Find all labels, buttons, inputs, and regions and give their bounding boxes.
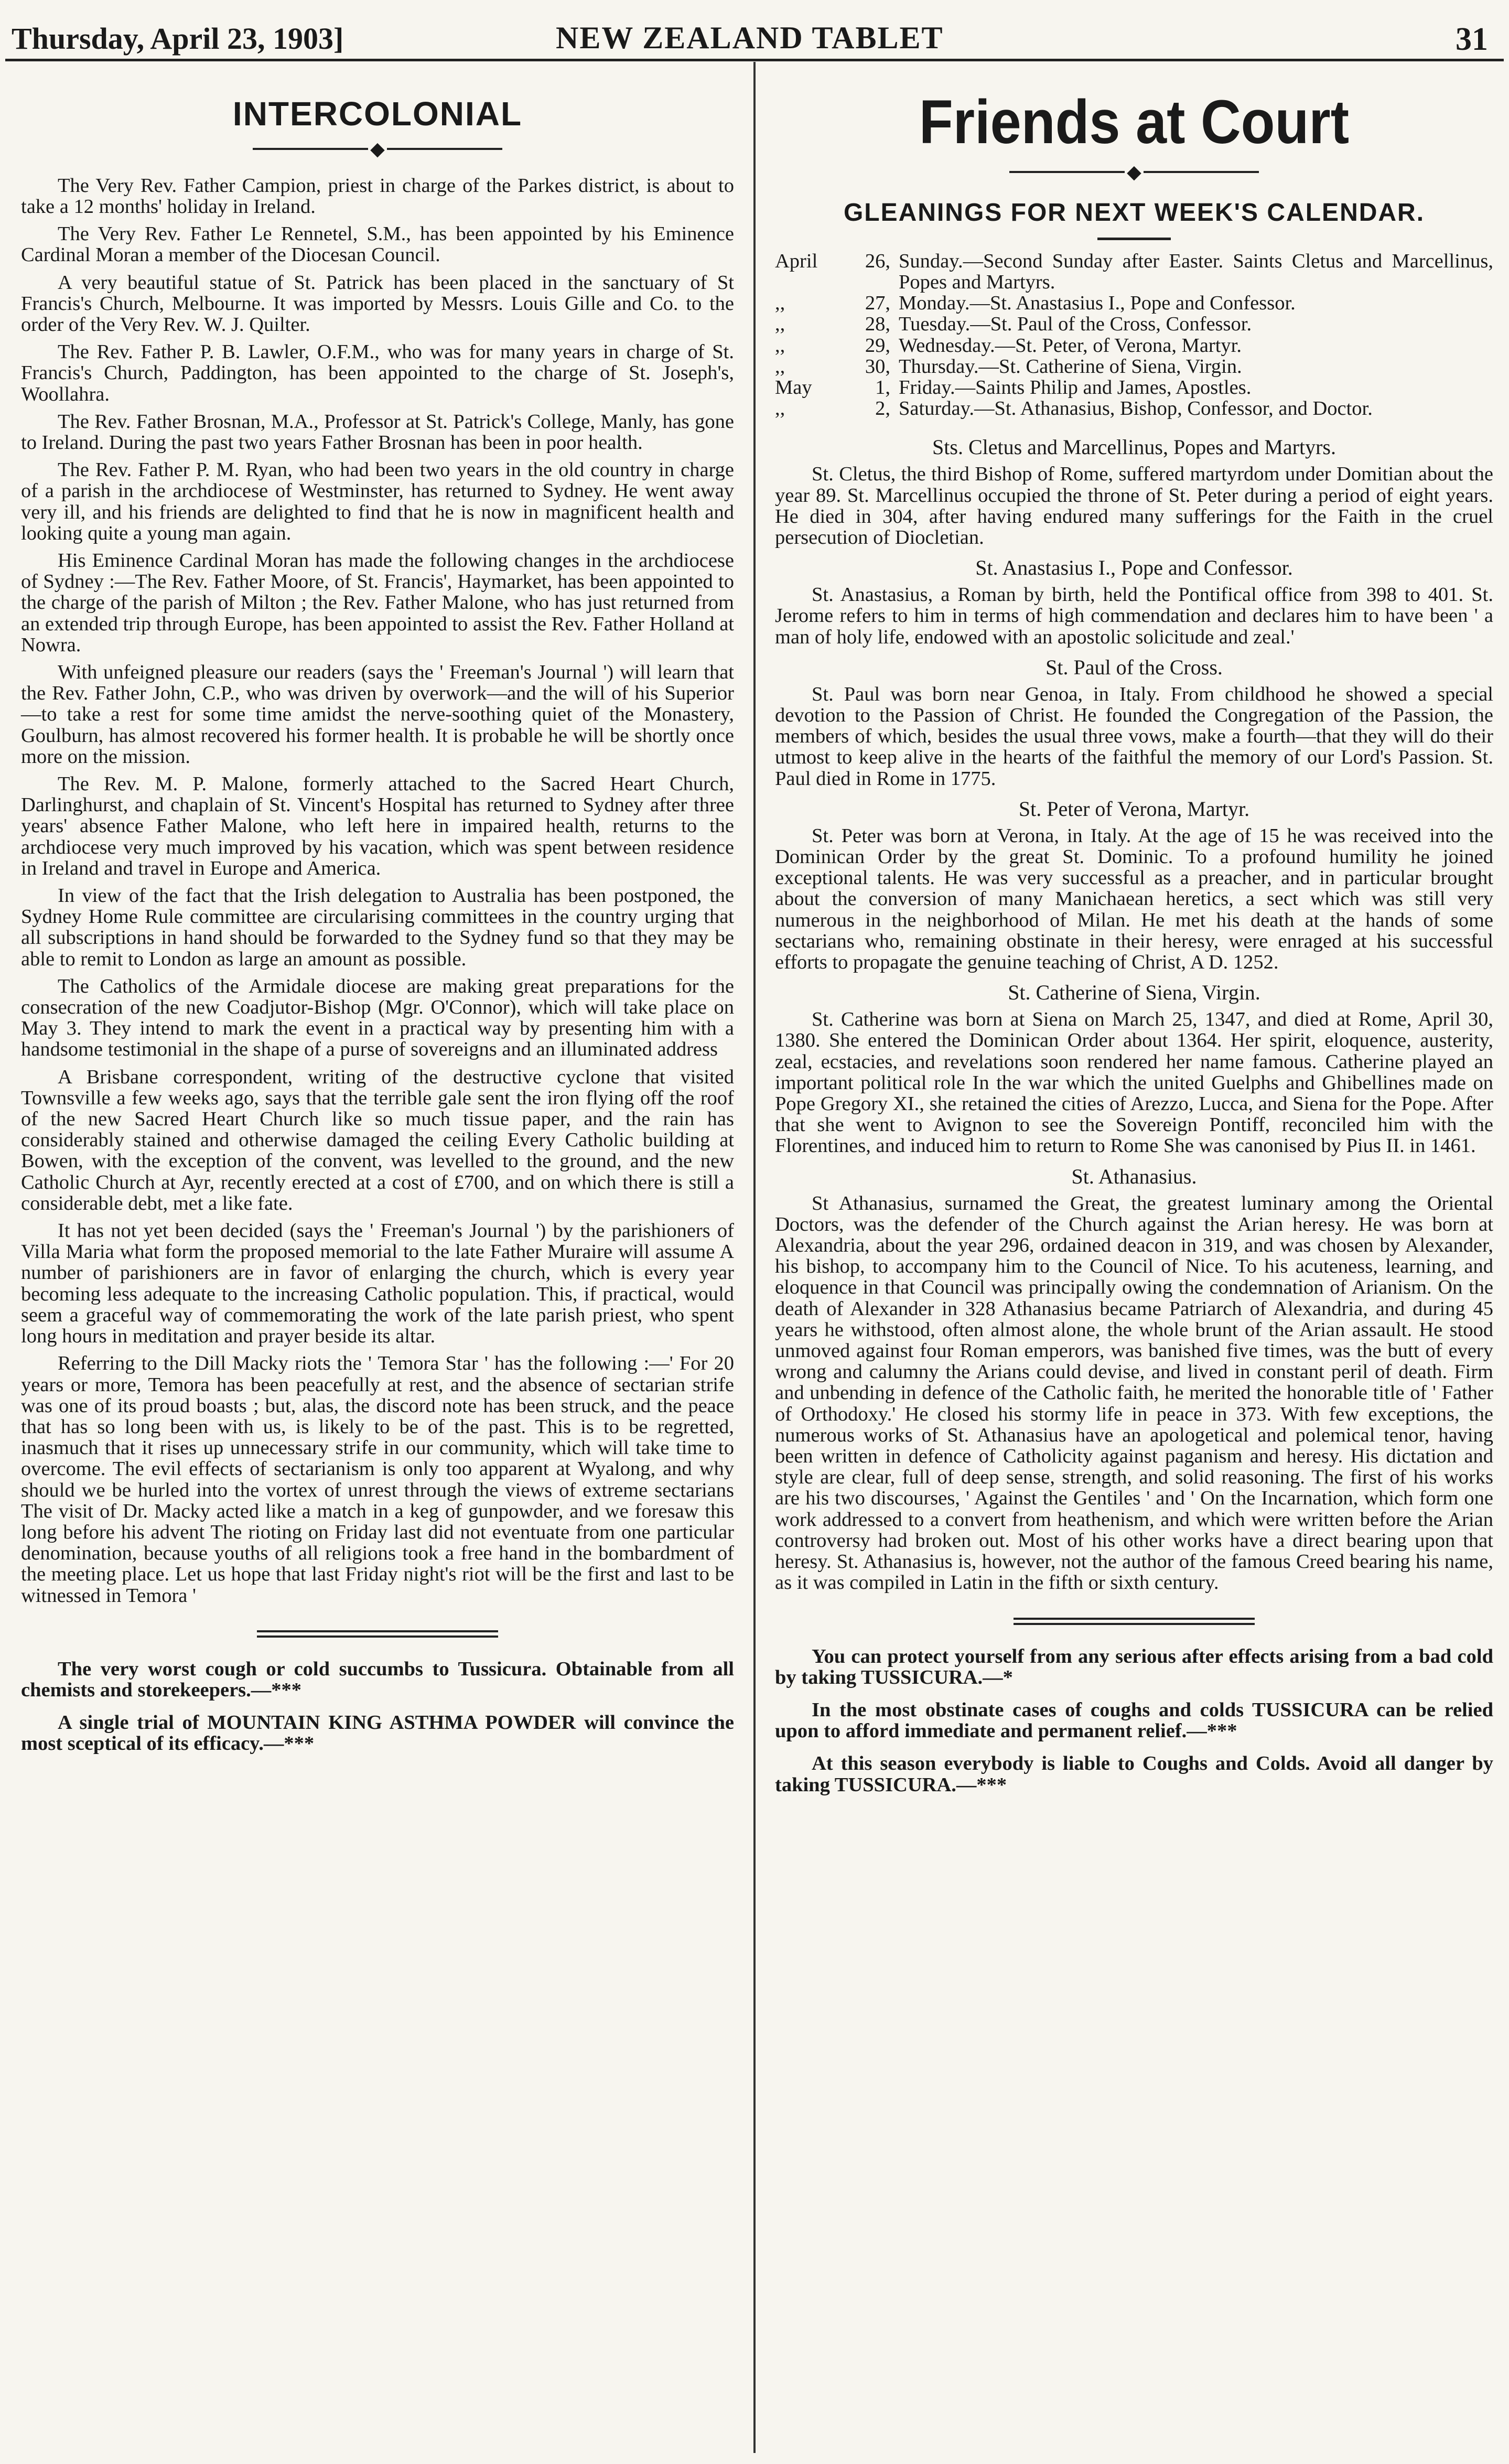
news-paragraph: His Eminence Cardinal Moran has made the following changes in the archdiocese of Sydney :—The Rev. Father Moore, of St. Francis', Haymarket, has been appointed to the charge of the parish of Milton ; the Rev. Father Malone, who has just returned from an extended trip through Europe, has been appointed to assist the Rev. Father Holland at Nowra. xyxy=(21,549,734,656)
news-paragraph: The Rev. M. P. Malone, formerly attached to the Sacred Heart Church, Darlinghurst, and chaplain of St. Vincent's Hospital has returned to Sydney after three years' absence Father Malone, who left here in impaired health, returns to the archdiocese very much improved by his vacation, which was spent between residence in Ireland and travel in Europe and America. xyxy=(21,773,734,879)
advertisements xyxy=(21,1659,734,1755)
calendar-subtitle: GLEANINGS FOR NEXT WEEK'S CALENDAR. xyxy=(843,198,1425,227)
calendar-entry xyxy=(775,293,1493,314)
calendar-text: Tuesday.—St. Paul of the Cross, Confessor. xyxy=(899,313,1252,336)
saint-heading: St. Athanasius. xyxy=(1071,1164,1197,1188)
saint-heading: St. Catherine of Siena, Virgin. xyxy=(1008,981,1260,1005)
advert-paragraph: A single trial of MOUNTAIN KING ASTHMA POWDER will convince the most sceptical of its efficacy.—*** xyxy=(21,1712,734,1755)
saint-paragraph: St. Cletus, the third Bishop of Rome, suffered martyrdom under Domitian about the year 89. St. Marcellinus occupied the throne of St. Peter during a period of eight years. He died in 304, after having endured many sufferings for the Faith in the cruel persecution of Diocletian. xyxy=(775,463,1493,548)
section-title: INTERCOLONIAL xyxy=(232,95,523,133)
publication-name: NEW ZEALAND TABLET xyxy=(556,20,944,55)
divider-rule xyxy=(1014,1623,1255,1625)
calendar-entry xyxy=(775,251,1493,293)
calendar-day: 2, xyxy=(875,397,890,420)
news-paragraph: Referring to the Dill Macky riots the ' Temora Star ' has the following :—' For 20 years or more, Temora has been peacefully at rest, and the absence of sectarian strife was one of its proud boasts ; but, alas, the discord note has been struck, and the peace that has so long been with us, is likely to be of the past. This is to be regretted, inasmuch that it rises up unnecessary strife in our community, which will take time to overcome. The evil effects of sectarianism is only too apparent at Wyalong, and why should we be hurled into the vortex of unrest through the views of extreme sectarians The visit of Dr. Macky acted like a match in a keg of gunpowder, and we foresaw this long before his advent The rioting on Friday last did not eventuate from one particular denomination, because youths of all religions took a free hand in the bombardment of the meeting place. Let us hope that last Friday night's riot will be the first and last to be witnessed in Temora ' xyxy=(21,1352,734,1607)
calendar-day: 29, xyxy=(865,334,890,357)
news-paragraph: The Rev. Father P. B. Lawler, O.F.M., who was for many years in charge of St. Francis's Church, Paddington, has been appointed to the charge of St. Joseph's, Woollahra. xyxy=(21,341,734,405)
intercolonial-column xyxy=(21,79,734,1766)
news-paragraph: In view of the fact that the Irish delegation to Australia has been postponed, the Sydney Home Rule committee are circularising committees in the country urging that all subscriptions in hand should be forwarded to the Sydney fund so that they may be able to remit to London as large an amount as possible. xyxy=(21,885,734,970)
advertisements xyxy=(775,1646,1493,1795)
calendar-day: 28, xyxy=(865,313,890,336)
advert-paragraph: The very worst cough or cold succumbs to Tussicura. Obtainable from all chemists and storekeepers.—*** xyxy=(21,1658,734,1701)
calendar-day: 27, xyxy=(865,292,890,315)
news-paragraph: The Rev. Father Brosnan, M.A., Professor at St. Patrick's College, Manly, has gone to Ireland. During the past two years Father Brosnan has been in poor health. xyxy=(21,410,734,454)
saint-heading: Sts. Cletus and Marcellinus, Popes and Martyrs. xyxy=(932,435,1336,459)
issue-date: Thursday, April 23, 1903] xyxy=(12,21,344,56)
saints-list xyxy=(775,435,1493,1593)
calendar-text: Wednesday.—St. Peter, of Verona, Martyr. xyxy=(899,334,1242,357)
news-paragraph: A Brisbane correspondent, writing of the destructive cyclone that visited Townsville a few weeks ago, says that the terrible gale sent the iron flying off the roof of the new Sacred Heart Church like so much tissue paper, and the rain has considerably stained and otherwise damaged the ceiling Every Catholic building at Bowen, with the exception of the convent, was levelled to the ground, and the new Catholic Church at Ayr, recently erected at a cost of £700, and on which there is still a considerable debt, met a like fate. xyxy=(21,1066,734,1214)
divider-rule xyxy=(257,1636,498,1638)
calendar-list xyxy=(775,251,1493,419)
calendar-entry xyxy=(775,335,1493,356)
saint-paragraph: St. Catherine was born at Siena on March 25, 1347, and died at Rome, April 30, 1380. She entered the Dominican Order about 1364. Her spirit, eloquence, austerity, zeal, ecstacies, and revelations soon rendered her name famous. Catherine played an important political role In the war which the united Guelphs and Ghibellines made on Pope Gregory XI., she retained the cities of Arezzo, Lucca, and Siena for the Pope. After that she went to Avignon to see the Sovereign Pontiff, reconciled him with the Florentines, and induced him to return to Rome She was canonised by Pius II. in 1461. xyxy=(775,1008,1493,1157)
saint-paragraph: St. Peter was born at Verona, in Italy. At the age of 15 he was received into the Dominican Order by the great St. Dominic. To a profound humility he joined exceptional talents. He was very successful as a preacher, and in particular brought about the conversion of many Manichaean heretics, a sect which was still very numerous in the neighborhood of Milan. He met his death at the hands of some sectarians who, remaining obstinate in their heresy, were enraged at his successful efforts to propagate the genuine teaching of Christ, A D. 1252. xyxy=(775,824,1493,974)
news-paragraph: The Catholics of the Armidale diocese are making great preparations for the consecration of the new Coadjutor-Bishop (Mgr. O'Connor), which will take place on May 3. They intend to mark the event in a practical way by presenting him with a handsome testimonial in the shape of a purse of sovereigns and an illuminated address xyxy=(21,975,734,1061)
divider-rule xyxy=(1014,1618,1255,1620)
saint-heading: St. Anastasius I., Pope and Confessor. xyxy=(975,556,1293,580)
news-paragraph: The Very Rev. Father Le Rennetel, S.M., has been appointed by his Eminence Cardinal Moran a member of the Diocesan Council. xyxy=(21,223,734,266)
column-divider xyxy=(753,62,756,2453)
calendar-month: ,, xyxy=(775,313,785,336)
saint-paragraph: St. Anastasius, a Roman by birth, held the Pontifical office from 398 to 401. St. Jerome refers to him in terms of high commendation and declares him to have been ' a man of holy life, endowed with an apostolic solicitude and zeal.' xyxy=(775,584,1493,648)
column-title: Friends at Court xyxy=(919,88,1350,157)
calendar-text: Monday.—St. Anastasius I., Pope and Confessor. xyxy=(899,292,1296,315)
calendar-entry xyxy=(775,356,1493,377)
news-paragraph: The Rev. Father P. M. Ryan, who had been two years in the old country in charge of a parish in the archdiocese of Westminster, has returned to Sydney. He went away very ill, and his friends are delighted to find that he is now in magnificent health and looking quite a young man again. xyxy=(21,459,734,544)
calendar-day: 1, xyxy=(875,376,890,399)
saint-paragraph: St Athanasius, surnamed the Great, the greatest luminary among the Oriental Doctors, was the defender of the Church against the Arian heresy. He was born at Alexandria, about the year 296, ordained deacon in 319, and was chosen by Alexander, his bishop, to accompany him to the Council of Nice. To his acuteness, learning, and eloquence in that Council was principally owing the condemnation of Arianism. On the death of Alexander in 328 Athanasius became Patriarch of Alexandria, and during 45 years he withstood, often almost alone, the whole brunt of the Arian assault. He stood unmoved against four Roman emperors, was banished five times, was the butt of every wrong and calumny the Arians could devise, and lived in constant peril of death. Firm and unbending in defence of the Catholic faith, he merited the honorable title of ' Father of Orthodoxy.' He closed his stormy life in peace in 373. With few exceptions, the numerous works of St. Athanasius have an apologetical and polemical tenor, having been written in defence of Catholicity against paganism and heresy. His dictation and style are clear, full of deep sense, strength, and solid reasoning. The first of his works are his two discourses, ' Against the Gentiles ' and ' On the Incarnation, which form one work addressed to a convert from heathenism, and which were written before the Arian controversy had broken out. Most of his other works have a direct bearing upon that heresy. St. Athanasius is, however, not the author of the famous Creed bearing his name, as it was compiled in Latin in the fifth or sixth century. xyxy=(775,1192,1493,1594)
calendar-text: Sunday.—Second Sunday after Easter. Saints Cletus and Marcellinus, Popes and Martyrs. xyxy=(899,250,1493,293)
calendar-month: April xyxy=(775,250,818,272)
news-paragraph: It has not yet been decided (says the ' Freeman's Journal ') by the parishioners of Villa Maria what form the proposed memorial to the late Father Muraire will assume A number of parishioners are in favor of enlarging the church, which is every year becoming less adequate to the increasing Catholic population. This, if practical, would seem a graceful way of commemorating the work of the late parish priest, who spent long hours in meditation and prayer beside its altar. xyxy=(21,1220,734,1348)
friends-at-court-column xyxy=(775,79,1493,1807)
diamond-icon: ◆ xyxy=(370,138,385,159)
calendar-entry xyxy=(775,377,1493,398)
page-number: 31 xyxy=(1456,21,1488,57)
calendar-text: Friday.—Saints Philip and James, Apostles. xyxy=(899,376,1252,399)
news-paragraph: A very beautiful statue of St. Patrick has been placed in the sanctuary of St Francis's Church, Melbourne. It was imported by Messrs. Louis Gille and Co. to the order of the Very Rev. W. J. Quilter. xyxy=(21,271,734,336)
news-items xyxy=(21,175,734,1606)
calendar-text: Saturday.—St. Athanasius, Bishop, Confessor, and Doctor. xyxy=(899,397,1373,420)
calendar-month: ,, xyxy=(775,397,785,420)
calendar-day: 26, xyxy=(865,250,890,272)
title-ornament xyxy=(21,136,734,159)
saint-heading: St. Paul of the Cross. xyxy=(1045,655,1223,679)
diamond-icon: ◆ xyxy=(1127,161,1141,182)
advert-paragraph: You can protect yourself from any serious after effects arising from a bad cold by taking TUSSICURA.—* xyxy=(775,1645,1493,1688)
header-rule xyxy=(5,59,1504,61)
advert-paragraph: At this season everybody is liable to Coughs and Colds. Avoid all danger by taking TUSSICURA.—*** xyxy=(775,1752,1493,1796)
calendar-entry xyxy=(775,314,1493,335)
calendar-month: ,, xyxy=(775,292,785,315)
calendar-month: ,, xyxy=(775,334,785,357)
news-paragraph: With unfeigned pleasure our readers (says the ' Freeman's Journal ') will learn that the Rev. Father John, C.P., who was driven by overwork—and the will of his Superior—to take a rest for some time amidst the nerve-soothing quiet of the Monastery, Goulburn, has almost recovered his former health. It is probable he will be shortly once more on the mission. xyxy=(21,661,734,768)
divider-rule xyxy=(257,1630,498,1632)
calendar-text: Thursday.—St. Catherine of Siena, Virgin. xyxy=(899,355,1242,378)
saint-heading: St. Peter of Verona, Martyr. xyxy=(1018,797,1250,821)
short-rule xyxy=(1097,238,1171,240)
saint-paragraph: St. Paul was born near Genoa, in Italy. From childhood he showed a special devotion to the Passion of Christ. He founded the Congregation of the Passion, the members of which, besides the usual three vows, make a fourth—that they will do their utmost to keep alive in the hearts of the faithful the memory of our Lord's Passion. St. Paul died in Rome in 1775. xyxy=(775,683,1493,790)
title-ornament xyxy=(775,159,1493,182)
news-paragraph: The Very Rev. Father Campion, priest in charge of the Parkes district, is about to take a 12 months' holiday in Ireland. xyxy=(21,174,734,218)
calendar-entry xyxy=(775,398,1493,419)
calendar-month: ,, xyxy=(775,355,785,378)
calendar-month: May xyxy=(775,376,812,399)
advert-paragraph: In the most obstinate cases of coughs and colds TUSSICURA can be relied upon to afford immediate and permanent relief.—*** xyxy=(775,1698,1493,1742)
calendar-day: 30, xyxy=(865,355,890,378)
page-header xyxy=(0,0,1509,62)
